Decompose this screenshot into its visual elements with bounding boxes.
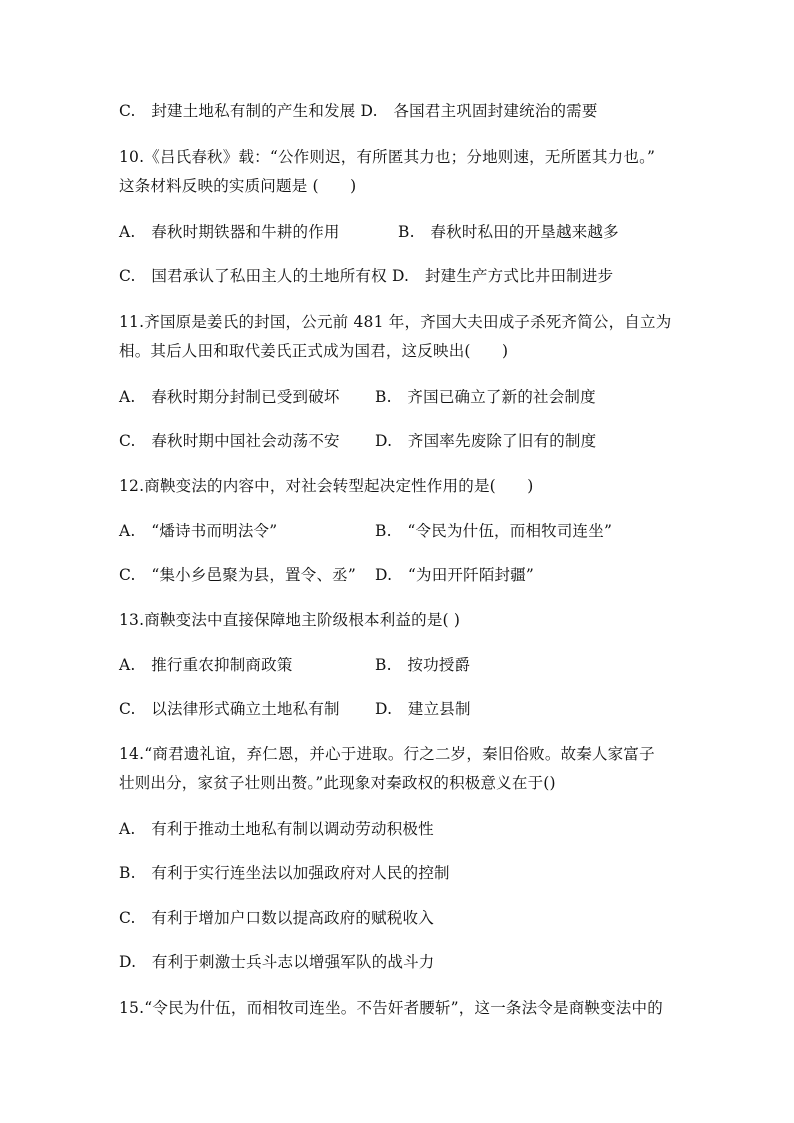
q12-option-d: D. “为田开阡陌封疆”	[375, 566, 535, 584]
q13-option-a: A. 推行重农抑制商政策	[119, 656, 293, 674]
q15-stem-line1: 15.“令民为什伍，而相牧司连坐。不告奸者腰斩”，这一条法令是商鞅变法中的	[119, 999, 663, 1017]
q10-options-cd: C. 国君承认了私田主人的土地所有权 D. 封建生产方式比井田制进步	[119, 267, 614, 285]
q13-option-b: B. 按功授爵	[375, 656, 471, 674]
q10-stem-line1: 10.《吕氏春秋》载：“公作则迟，有所匿其力也；分地则速，无所匿其力也。”	[119, 148, 656, 166]
q9-options-cd: C. 封建土地私有制的产生和发展 D. 各国君主巩固封建统治的需要	[119, 102, 598, 120]
q13-option-d: D. 建立县制	[375, 700, 471, 718]
q11-option-a: A. 春秋时期分封制已受到破坏	[119, 388, 340, 406]
q14-option-d: D. 有利于刺激士兵斗志以增强军队的战斗力	[119, 953, 435, 971]
q10-option-a: A. 春秋时期铁器和牛耕的作用	[119, 223, 340, 241]
q11-stem-line2: 相。其后人田和取代姜氏正式成为国君，这反映出( )	[119, 342, 509, 360]
q12-stem: 12.商鞅变法的内容中，对社会转型起决定性作用的是( )	[119, 477, 534, 495]
q11-option-d: D. 齐国率先废除了旧有的制度	[375, 432, 597, 450]
q10-stem-line2: 这条材料反映的实质问题是 ( )	[119, 177, 357, 195]
q10-option-b: B. 春秋时私田的开垦越来越多	[398, 223, 619, 241]
q14-option-b: B. 有利于实行连坐法以加强政府对人民的控制	[119, 864, 450, 882]
q14-option-a: A. 有利于推动土地私有制以调动劳动积极性	[119, 820, 434, 838]
q14-stem-line2: 壮则出分，家贫子壮则出赘。”此现象对秦政权的积极意义在于()	[119, 774, 556, 792]
q14-option-c: C. 有利于增加户口数以提高政府的赋税收入	[119, 909, 434, 927]
q14-stem-line1: 14.“商君遗礼谊，弃仁恩，并心于进取。行之二岁，秦旧俗败。故秦人家富子	[119, 745, 655, 763]
q11-option-c: C. 春秋时期中国社会动荡不安	[119, 432, 340, 450]
q11-stem-line1: 11.齐国原是姜氏的封国，公元前 481 年，齐国大夫田成子杀死齐简公，自立为	[119, 313, 672, 331]
q13-option-c: C. 以法律形式确立土地私有制	[119, 700, 340, 718]
q11-option-b: B. 齐国已确立了新的社会制度	[375, 388, 596, 406]
q12-option-c: C. “集小乡邑聚为县，置令、丞”	[119, 566, 356, 584]
q13-stem: 13.商鞅变法中直接保障地主阶级根本利益的是( )	[119, 611, 461, 629]
q12-option-b: B. “令民为什伍，而相牧司连坐”	[375, 522, 613, 540]
q12-option-a: A. “燔诗书而明法令”	[119, 522, 278, 540]
